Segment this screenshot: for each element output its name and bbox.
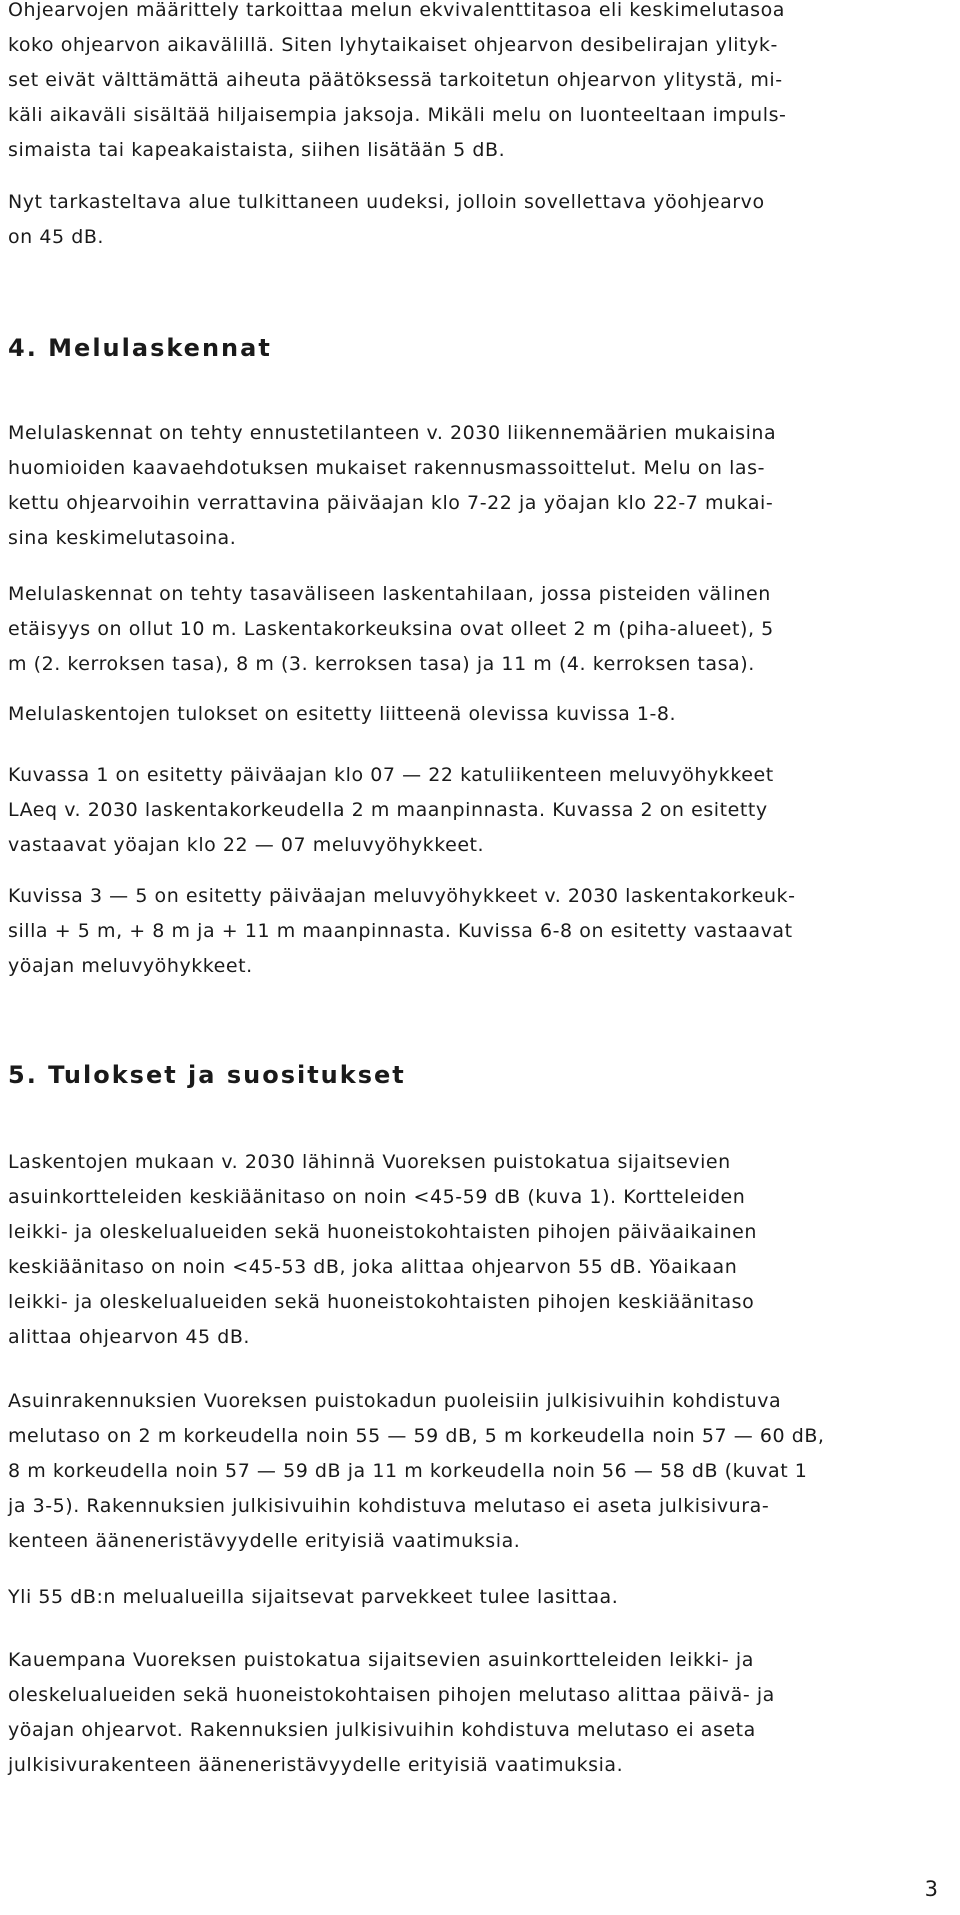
text-line: käli aikaväli sisältää hiljaisempia jaksoja. Mikäli melu on luonteeltaan impuls- <box>8 104 787 126</box>
section-4-paragraph-5 <box>8 879 960 984</box>
text-line: Ohjearvojen määrittely tarkoittaa melun ekvivalenttitasoa eli keskimelutasoa <box>8 0 785 21</box>
section-4-paragraph-1 <box>8 416 960 556</box>
section-4-paragraph-2 <box>8 577 960 682</box>
text-line: leikki- ja oleskelualueiden sekä huoneistokohtaisten pihojen keskiäänitaso <box>8 1291 755 1313</box>
text-line: yöajan ohjearvot. Rakennuksien julkisivuihin kohdistuva melutaso ei aseta <box>8 1719 756 1741</box>
text-line: set eivät välttämättä aiheuta päätöksessä tarkoitetun ohjearvon ylitystä, mi- <box>8 69 783 91</box>
section-5-paragraph-4 <box>8 1643 960 1783</box>
text-line: keskiäänitaso on noin <45-53 dB, joka alittaa ohjearvon 55 dB. Yöaikaan <box>8 1256 738 1278</box>
text-line: huomioiden kaavaehdotuksen mukaiset rakennusmassoittelut. Melu on las- <box>8 457 765 479</box>
text-line: leikki- ja oleskelualueiden sekä huoneistokohtaisten pihojen päiväaikainen <box>8 1221 758 1243</box>
section-4-heading: 4. Melulaskennat <box>8 334 272 362</box>
text-line: Melulaskennat on tehty ennustetilanteen v. 2030 liikennemäärien mukaisina <box>8 422 777 444</box>
text-line: Melulaskennat on tehty tasaväliseen laskentahilaan, jossa pisteiden välinen <box>8 583 771 605</box>
text-line: Yli 55 dB:n melualueilla sijaitsevat parvekkeet tulee lasittaa. <box>8 1586 619 1608</box>
text-line: etäisyys on ollut 10 m. Laskentakorkeuksina ovat olleet 2 m (piha-alueet), 5 <box>8 618 774 640</box>
text-line: julkisivurakenteen ääneneristävyydelle erityisiä vaatimuksia. <box>8 1754 624 1776</box>
text-line: simaista tai kapeakaistaista, siihen lisätään 5 dB. <box>8 139 506 161</box>
text-line: Kuvassa 1 on esitetty päiväajan klo 07 — 22 katuliikenteen meluvyöhykkeet <box>8 764 774 786</box>
text-line: Asuinrakennuksien Vuoreksen puistokadun puoleisiin julkisivuihin kohdistuva <box>8 1390 782 1412</box>
section-4-paragraph-4 <box>8 758 960 863</box>
text-line: Laskentojen mukaan v. 2030 lähinnä Vuoreksen puistokatua sijaitsevien <box>8 1151 731 1173</box>
text-line: asuinkortteleiden keskiäänitaso on noin <45-59 dB (kuva 1). Kortteleiden <box>8 1186 746 1208</box>
text-line: Nyt tarkasteltava alue tulkittaneen uudeksi, jolloin sovellettava yöohjearvo <box>8 191 765 213</box>
limit-value-paragraph <box>8 185 960 255</box>
text-line: on 45 dB. <box>8 226 105 248</box>
text-line: kenteen ääneneristävyydelle erityisiä vaatimuksia. <box>8 1530 521 1552</box>
section-5-paragraph-2 <box>8 1384 960 1559</box>
section-4-paragraph-3 <box>8 697 960 732</box>
text-line: oleskelualueiden sekä huoneistokohtaisen pihojen melutaso alittaa päivä- ja <box>8 1684 775 1706</box>
text-line: vastaavat yöajan klo 22 — 07 meluvyöhykkeet. <box>8 834 485 856</box>
text-line: alittaa ohjearvon 45 dB. <box>8 1326 251 1348</box>
document-page <box>8 0 960 1915</box>
text-line: kettu ohjearvoihin verrattavina päiväajan klo 7-22 ja yöajan klo 22-7 mukai- <box>8 492 774 514</box>
text-line: sina keskimelutasoina. <box>8 527 237 549</box>
text-line: yöajan meluvyöhykkeet. <box>8 955 253 977</box>
text-line: silla + 5 m, + 8 m ja + 11 m maanpinnasta. Kuvissa 6-8 on esitetty vastaavat <box>8 920 793 942</box>
text-line: Kuvissa 3 — 5 on esitetty päiväajan meluvyöhykkeet v. 2030 laskentakorkeuk- <box>8 885 796 907</box>
section-5-paragraph-1 <box>8 1145 960 1355</box>
text-line: melutaso on 2 m korkeudella noin 55 — 59 dB, 5 m korkeudella noin 57 — 60 dB, <box>8 1425 825 1447</box>
text-line: LAeq v. 2030 laskentakorkeudella 2 m maanpinnasta. Kuvassa 2 on esitetty <box>8 799 768 821</box>
text-line: 8 m korkeudella noin 57 — 59 dB ja 11 m korkeudella noin 56 — 58 dB (kuvat 1 <box>8 1460 808 1482</box>
text-line: Melulaskentojen tulokset on esitetty liitteenä olevissa kuvissa 1-8. <box>8 703 677 725</box>
intro-paragraph <box>8 0 960 168</box>
section-5-heading: 5. Tulokset ja suositukset <box>8 1061 406 1089</box>
text-line: koko ohjearvon aikavälillä. Siten lyhytaikaiset ohjearvon desibelirajan ylityk- <box>8 34 778 56</box>
section-5-paragraph-3 <box>8 1580 960 1615</box>
text-line: ja 3-5). Rakennuksien julkisivuihin kohdistuva melutaso ei aseta julkisivura- <box>8 1495 770 1517</box>
page-number: 3 <box>924 1877 938 1901</box>
text-line: Kauempana Vuoreksen puistokatua sijaitsevien asuinkortteleiden leikki- ja <box>8 1649 754 1671</box>
text-line: m (2. kerroksen tasa), 8 m (3. kerroksen tasa) ja 11 m (4. kerroksen tasa). <box>8 653 755 675</box>
